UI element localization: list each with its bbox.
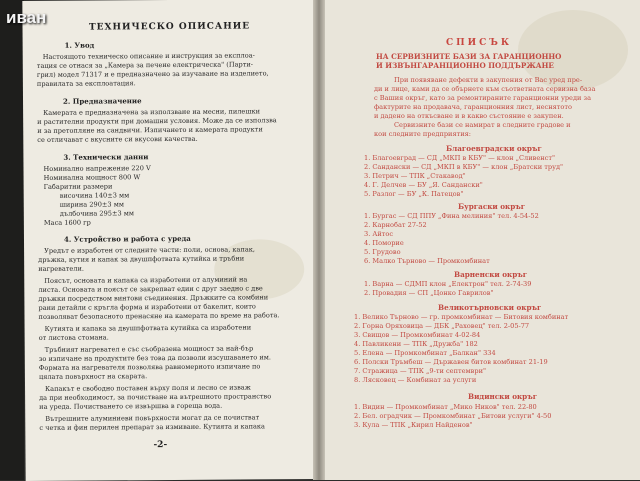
service-entry: 5. Разлог — БУ „К. Патецов": [364, 190, 464, 198]
service-entry: 5. Грудово: [364, 248, 401, 256]
service-entry: 3. Петрич — ТПК „Стакавод": [364, 172, 466, 180]
text-line: позволяват безопасното пренасяне на камерата по време на работа.: [38, 311, 280, 321]
region-heading: Великотърновски окръг: [438, 303, 542, 312]
service-entry: 2. Сандански — СД „МКП в КБУ" — клон „Братски труд": [364, 163, 564, 171]
left-edge-shadow: [0, 0, 24, 480]
intro-line: кои следните предприятия:: [374, 130, 472, 138]
service-entry: 2. Карнобат 27-52: [364, 221, 427, 229]
text-line: и за претопляне на сандвичи. Изпичането и камерата продукти: [37, 125, 263, 135]
text-line: Настоящото техническо описание и инструкция за експлоа-: [42, 51, 255, 61]
text-line: Капакът е свободно поставен върху поля и лесно се изваж: [45, 383, 251, 393]
spec-line: дълбочина 295±3 мм: [59, 209, 135, 218]
intro-line: с Вашия окръг, като за ремонтираните гаранционни уреди за: [374, 94, 592, 102]
text-line: Формата на нагревателя позволява равномерното изпичане по: [38, 362, 261, 372]
intro-line: ди и лице, ками да се обърнете към съответната сервизна база: [374, 85, 596, 93]
intro-line: и дадено на откъсване и в какво състояние е закупен.: [374, 112, 564, 120]
text-line: рани детайли с кръгла форма и изработени от бакелит, които: [38, 302, 256, 312]
left-page: [22, 0, 319, 481]
region-heading: Варненски окръг: [454, 270, 528, 279]
spec-line: Габаритни размери: [43, 182, 113, 191]
list-subtitle: И ИЗВЪНГАРАНЦИОННО ПОДДЪРЖАНЕ: [376, 61, 554, 70]
spec-line: Номинално напрежение 220 V: [43, 164, 151, 173]
spec-line: височина 140±3 мм: [59, 191, 130, 200]
text-line: се отличават с вкусните си вкусови качества.: [37, 134, 198, 144]
section-heading: 3. Технически данни: [63, 152, 149, 162]
text-line: Поясът, основата и капака са изработени от алуминий на: [44, 275, 248, 285]
intro-line: При появяване дефекти в закупения от Вас уред пре-: [394, 76, 583, 84]
left-page-title: ТЕХНИЧЕСКО ОПИСАНИЕ: [88, 21, 251, 33]
service-entry: 2. Бел. оградчик — Промкомбинат „Битови услуги" 4-50: [354, 412, 552, 420]
text-line: Кутията и капака за двушпфотвата кутийка са изработени: [44, 323, 252, 333]
service-entry: 8. Лясковец — Комбинат за услуги: [354, 376, 477, 384]
section-heading: 2. Предназначение: [62, 96, 142, 106]
service-entry: 2. Горна Оряховица — ДБК „Раховец" тел. 2-05-77: [354, 322, 530, 330]
service-entry: 4. Г. Делчев — БУ „Я. Сандански": [364, 181, 483, 189]
text-line: Тръбният нагревател е със съобразена мощност за най-бър: [44, 344, 254, 354]
text-line: да при необходимост, за почистване на вътрешното пространство: [39, 392, 272, 402]
service-entry: 1. Бургас — СД ППУ „Фина мелиния" тел. 4-54-52: [364, 212, 539, 220]
text-line: Вътрешните алуминиеви повърхности могат да се почистват: [45, 413, 260, 423]
service-entry: 3. Кула — ТПК „Кирил Найденов": [354, 421, 473, 429]
text-line: правилата за експлоатация.: [36, 79, 136, 88]
service-entry: 7. Стражица — ТПК „9-ти септември": [354, 367, 487, 375]
service-entry: 3. Айтос: [364, 230, 394, 238]
service-entry: 5. Елена — Промкомбинат „Балкан" 334: [354, 349, 496, 357]
text-line: и растителни продукти при домашни условия. Може да се използва: [37, 116, 277, 126]
text-line: зо изпичане на продуктите без това да позволи изсушаването им.: [38, 353, 271, 363]
watermark-text: иван: [6, 8, 47, 27]
intro-line: Сервизните бази се намират в следните градове и: [394, 121, 571, 129]
text-line: дръжка, кутия и капак за двушпфотвата кутийка и тръбни: [38, 254, 245, 264]
text-line: тация се отнася за „Камера за печене електрическа" (Парти-: [36, 60, 254, 70]
service-entry: 4. Поморие: [364, 239, 404, 247]
text-line: грил) модел 71317 и е предназначено за изучаване на изделието,: [36, 69, 269, 79]
text-line: с четка и фин перилен препарат за измиване. Кутията и капака: [39, 422, 266, 432]
text-line: Камерата е предназначена за използване на месни, пилешки: [43, 107, 260, 117]
service-entry: 2. Провадия — СП „Цонко Гаврилов": [364, 289, 494, 297]
right-page-title: СПИСЪК: [445, 38, 513, 48]
service-entry: 6. Малко Търново — Промкомбинат: [364, 257, 490, 265]
text-line: от листова стомана.: [38, 333, 109, 342]
service-entry: 6. Полски Тръмбеш — Държавен битов комбинат 21-19: [354, 358, 548, 366]
text-line: на уреда. Почистването се извършва в гореща вода.: [39, 401, 223, 411]
section-heading: 1. Увод: [64, 40, 95, 50]
region-heading: Благоевградски окръг: [446, 144, 542, 153]
spec-line: Номинална мощност 800 W: [43, 173, 141, 182]
text-line: нагреватели.: [38, 264, 85, 273]
service-entry: 1. Видин — Промкомбинат „Мико Ников" тел. 22-80: [354, 403, 537, 411]
service-entry: 1. Варна — СДМП клон „Електрон" тел. 2-74-39: [364, 280, 532, 288]
service-entry: 1. Велико Търново — гр. промкомбинат — Битовия комбинат: [354, 313, 569, 321]
section-heading: 4. Устройство и работа с уреда: [63, 233, 191, 244]
text-line: цялата повърхност на скарата.: [38, 372, 148, 381]
region-heading: Бургаски окръг: [458, 202, 526, 211]
list-subtitle: НА СЕРВИЗНИТЕ БАЗИ ЗА ГАРАНЦИОННО: [376, 52, 562, 61]
book-gutter: [313, 0, 325, 480]
spec-line: Маса 1600 гр: [43, 218, 91, 227]
text-line: Уредът е изработен от следните части: поли, основа, капак,: [44, 245, 256, 255]
text-line: листа. Основата и поясът се закрепват един с друг заедно с две: [38, 284, 263, 294]
intro-line: фактурите на продавача, гаранционния лист, неснятото: [374, 103, 572, 111]
page-number: -2-: [153, 440, 168, 451]
service-entry: 3. Свищов — Промкомбинат 4-02-84: [354, 331, 481, 339]
service-entry: 1. Благоевград — СД „МКП в КБУ" — клон „Сливенст": [364, 154, 555, 162]
region-heading: Видински окръг: [468, 392, 538, 401]
service-entry: 4. Павликени — ТПК „Дружба" 182: [354, 340, 478, 348]
right-page: [318, 0, 640, 480]
text-line: дръжки посредством винтови съединения. Дръжките са комбини: [38, 293, 269, 303]
spec-line: ширина 290±3 мм: [59, 200, 125, 209]
